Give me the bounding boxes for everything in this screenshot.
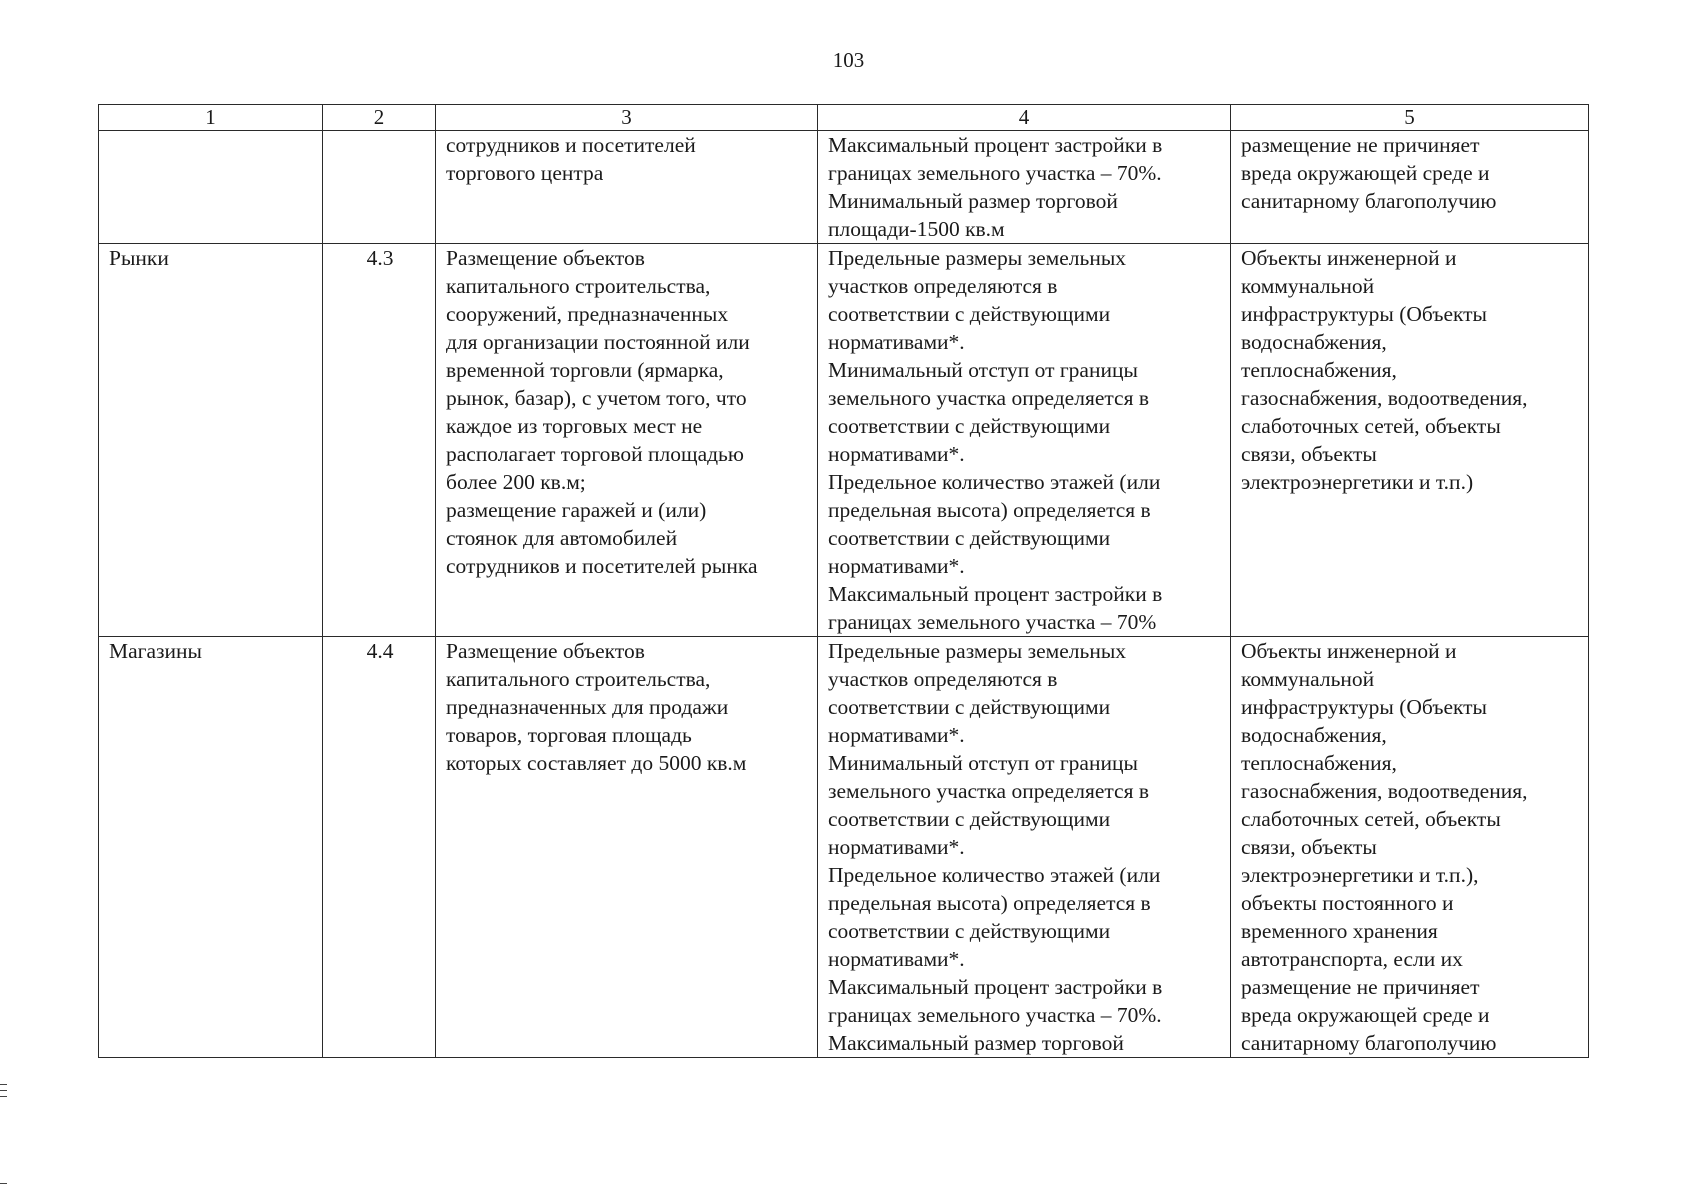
land-use-table bbox=[98, 104, 1589, 1058]
cell-text-line: Предельное количество этажей (или bbox=[828, 470, 1161, 494]
auxiliary-uses bbox=[1231, 131, 1589, 244]
use-type-name: Рынки bbox=[99, 244, 323, 637]
cell-text-line: санитарному благополучию bbox=[1241, 189, 1497, 213]
cell-text-line: торгового центра bbox=[446, 161, 604, 185]
column-number: 5 bbox=[1231, 105, 1589, 131]
use-type-name: Магазины bbox=[99, 637, 323, 1058]
cell-text-line: более 200 кв.м; bbox=[446, 470, 586, 494]
use-description bbox=[436, 244, 818, 637]
cell-text-line: связи, объекты bbox=[1241, 835, 1377, 859]
column-number: 2 bbox=[323, 105, 436, 131]
cell-text-line: Размещение объектов bbox=[446, 246, 645, 270]
cell-text-line: размещение не причиняет bbox=[1241, 975, 1480, 999]
cell-text-line: объекты постоянного и bbox=[1241, 891, 1454, 915]
cell-text-line: водоснабжения, bbox=[1241, 330, 1387, 354]
cell-text-line: коммунальной bbox=[1241, 667, 1375, 691]
cell-text-line: Предельное количество этажей (или bbox=[828, 863, 1161, 887]
cell-text-line: стоянок для автомобилей bbox=[446, 526, 678, 550]
cell-text-line: участков определяются в bbox=[828, 667, 1058, 691]
cell-text-line: сотрудников и посетителей рынка bbox=[446, 554, 758, 578]
cell-text-line: Минимальный размер торговой bbox=[828, 189, 1118, 213]
cell-text-line: санитарному благополучию bbox=[1241, 1031, 1497, 1055]
cell-text-line: каждое из торговых мест не bbox=[446, 414, 703, 438]
cell-text-line: сотрудников и посетителей bbox=[446, 133, 696, 157]
cell-text-line: Предельные размеры земельных bbox=[828, 639, 1127, 663]
cell-text-line: коммунальной bbox=[1241, 274, 1375, 298]
cell-text-line: нормативами*. bbox=[828, 723, 965, 747]
cell-text-line: Объекты инженерной и bbox=[1241, 246, 1457, 270]
cell-text-line: Максимальный процент застройки в bbox=[828, 975, 1163, 999]
use-type-name bbox=[99, 131, 323, 244]
cell-text-line: временного хранения bbox=[1241, 919, 1438, 943]
cell-text-line: временной торговли (ярмарка, bbox=[446, 358, 724, 382]
cell-text-line: газоснабжения, водоотведения, bbox=[1241, 386, 1528, 410]
auxiliary-uses bbox=[1231, 637, 1589, 1058]
column-number: 3 bbox=[436, 105, 818, 131]
cell-text-line: Предельные размеры земельных bbox=[828, 246, 1127, 270]
cell-text-line: инфраструктуры (Объекты bbox=[1241, 695, 1488, 719]
cell-text-line: слаботочных сетей, объекты bbox=[1241, 807, 1501, 831]
cell-text-line: которых составляет до 5000 кв.м bbox=[446, 751, 747, 775]
cell-text-line: размещение гаражей и (или) bbox=[446, 498, 707, 522]
use-parameters bbox=[818, 637, 1231, 1058]
cell-text-line: площади-1500 кв.м bbox=[828, 217, 1005, 241]
cell-text-line: теплоснабжения, bbox=[1241, 358, 1397, 382]
cell-text-line: нормативами*. bbox=[828, 947, 965, 971]
cell-text-line: границах земельного участка – 70%. bbox=[828, 161, 1162, 185]
cell-text-line: теплоснабжения, bbox=[1241, 751, 1397, 775]
cell-text-line: предельная высота) определяется в bbox=[828, 891, 1151, 915]
cell-text-line: Максимальный размер торговой bbox=[828, 1031, 1124, 1055]
cell-text-line: товаров, торговая площадь bbox=[446, 723, 692, 747]
cell-text-line: нормативами*. bbox=[828, 554, 965, 578]
cell-text-line: слаботочных сетей, объекты bbox=[1241, 414, 1501, 438]
cell-text-line: вреда окружающей среде и bbox=[1241, 161, 1490, 185]
cell-text-line: автотранспорта, если их bbox=[1241, 947, 1463, 971]
cell-text-line: нормативами*. bbox=[828, 442, 965, 466]
cell-text-line: предельная высота) определяется в bbox=[828, 498, 1151, 522]
scan-edge-mark bbox=[0, 1090, 7, 1091]
use-description bbox=[436, 637, 818, 1058]
cell-text-line: нормативами*. bbox=[828, 835, 965, 859]
column-number-row bbox=[99, 105, 1589, 131]
scan-edge-mark bbox=[0, 1183, 7, 1184]
use-type-code bbox=[323, 131, 436, 244]
column-number: 1 bbox=[99, 105, 323, 131]
cell-text-line: соответствии с действующими bbox=[828, 526, 1111, 550]
cell-text-line: Максимальный процент застройки в bbox=[828, 133, 1163, 157]
cell-text-line: Максимальный процент застройки в bbox=[828, 582, 1163, 606]
cell-text-line: вреда окружающей среде и bbox=[1241, 1003, 1490, 1027]
cell-text-line: границах земельного участка – 70%. bbox=[828, 1003, 1162, 1027]
cell-text-line: Объекты инженерной и bbox=[1241, 639, 1457, 663]
cell-text-line: соответствии с действующими bbox=[828, 695, 1111, 719]
cell-text-line: размещение не причиняет bbox=[1241, 133, 1480, 157]
cell-text-line: водоснабжения, bbox=[1241, 723, 1387, 747]
cell-text-line: земельного участка определяется в bbox=[828, 779, 1149, 803]
table-row bbox=[99, 637, 1589, 1058]
cell-text-line: располагает торговой площадью bbox=[446, 442, 744, 466]
auxiliary-uses bbox=[1231, 244, 1589, 637]
cell-text-line: границах земельного участка – 70% bbox=[828, 610, 1157, 634]
table-row bbox=[99, 244, 1589, 637]
cell-text-line: сооружений, предназначенных bbox=[446, 302, 729, 326]
cell-text-line: соответствии с действующими bbox=[828, 302, 1111, 326]
cell-text-line: электроэнергетики и т.п.), bbox=[1241, 863, 1479, 887]
cell-text-line: газоснабжения, водоотведения, bbox=[1241, 779, 1528, 803]
cell-text-line: инфраструктуры (Объекты bbox=[1241, 302, 1488, 326]
cell-text-line: капитального строительства, bbox=[446, 667, 711, 691]
cell-text-line: земельного участка определяется в bbox=[828, 386, 1149, 410]
cell-text-line: соответствии с действующими bbox=[828, 414, 1111, 438]
column-number: 4 bbox=[818, 105, 1231, 131]
cell-text-line: связи, объекты bbox=[1241, 442, 1377, 466]
use-parameters bbox=[818, 131, 1231, 244]
cell-text-line: предназначенных для продажи bbox=[446, 695, 729, 719]
use-description bbox=[436, 131, 818, 244]
cell-text-line: электроэнергетики и т.п.) bbox=[1241, 470, 1474, 494]
use-type-code: 4.4 bbox=[323, 637, 436, 1058]
use-type-code: 4.3 bbox=[323, 244, 436, 637]
table-row bbox=[99, 131, 1589, 244]
cell-text-line: для организации постоянной или bbox=[446, 330, 750, 354]
cell-text-line: соответствии с действующими bbox=[828, 919, 1111, 943]
scan-edge-mark bbox=[0, 1084, 7, 1085]
cell-text-line: капитального строительства, bbox=[446, 274, 711, 298]
cell-text-line: участков определяются в bbox=[828, 274, 1058, 298]
cell-text-line: нормативами*. bbox=[828, 330, 965, 354]
page-number: 103 bbox=[832, 48, 865, 72]
scan-edge-mark bbox=[0, 1096, 7, 1097]
cell-text-line: Минимальный отступ от границы bbox=[828, 358, 1138, 382]
use-parameters bbox=[818, 244, 1231, 637]
cell-text-line: Минимальный отступ от границы bbox=[828, 751, 1138, 775]
cell-text-line: соответствии с действующими bbox=[828, 807, 1111, 831]
cell-text-line: Размещение объектов bbox=[446, 639, 645, 663]
cell-text-line: рынок, базар), с учетом того, что bbox=[446, 386, 747, 410]
